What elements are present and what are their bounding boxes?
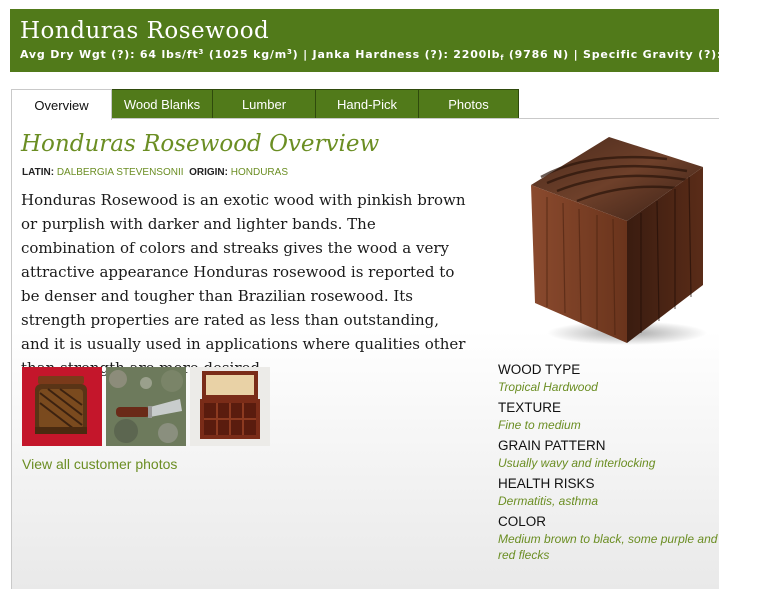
overview-panel	[11, 118, 719, 589]
customer-photo-jar[interactable]	[22, 367, 102, 446]
property-value: Tropical Hardwood	[498, 380, 598, 394]
property-texture	[498, 399, 718, 433]
wood-specs	[20, 48, 757, 62]
property-key: COLOR	[498, 514, 547, 529]
tab-overview[interactable]: Overview	[11, 89, 112, 120]
customer-photo-knife[interactable]	[106, 367, 186, 446]
avg-dry-weight-metric: (1025 kg/m	[204, 48, 287, 61]
wood-cube-image	[517, 137, 717, 362]
tab-hand-pick[interactable]: Hand-Pick	[316, 89, 419, 119]
specific-gravity-label[interactable]: Specific Gravity (?):	[583, 48, 727, 61]
property-key: GRAIN PATTERN	[498, 438, 606, 453]
wood-title: Honduras Rosewood	[20, 18, 270, 44]
spec-separator: |	[568, 48, 584, 61]
property-value: Fine to medium	[498, 418, 581, 432]
view-all-photos-link[interactable]: View all customer photos	[22, 456, 178, 472]
janka-value: 2200lb	[453, 48, 501, 61]
avg-dry-weight-value: 64 lbs/ft	[139, 48, 199, 61]
property-value: Medium brown to black, some purple and red flecks	[498, 532, 718, 562]
tab-lumber[interactable]: Lumber	[213, 89, 316, 119]
overview-heading: Honduras Rosewood Overview	[21, 131, 380, 157]
latin-value: DALBERGIA STEVENSONII	[56, 167, 184, 178]
origin-value: HONDURAS	[230, 167, 288, 178]
janka-label[interactable]: Janka Hardness (?):	[312, 48, 454, 61]
latin-origin-line	[22, 167, 288, 178]
tab-bar	[11, 89, 519, 119]
spec-separator: |	[298, 48, 313, 61]
property-key: WOOD TYPE	[498, 362, 581, 377]
property-wood-type	[498, 361, 718, 395]
property-value: Dermatitis, asthma	[498, 494, 599, 508]
wood-properties	[498, 361, 718, 567]
property-key: HEALTH RISKS	[498, 476, 595, 491]
property-grain-pattern	[498, 437, 718, 471]
janka-metric: (9786 N)	[504, 48, 569, 61]
janka-subscript: f	[500, 54, 505, 62]
origin-label: ORIGIN:	[189, 167, 228, 178]
property-key: TEXTURE	[498, 400, 562, 415]
avg-dry-weight-label[interactable]: Avg Dry Wgt (?):	[20, 48, 140, 61]
wood-description: Honduras Rosewood is an exotic wood with pinkish brown or purplish with darker and lighter bands. The combination of colors and streaks gives the wood a very attractive appearance Honduras rosewood is reported to be denser and tougher than Brazilian rosewood. Its strength properties are rated as less than outstanding, and it is usually used in applications where qualities other	[21, 191, 466, 353]
cubic-exponent: 3	[198, 48, 205, 56]
tab-wood-blanks[interactable]: Wood Blanks	[112, 89, 213, 119]
cubic-exponent-metric: 3	[286, 48, 293, 56]
specific-gravity-value: 0.96	[726, 48, 757, 61]
property-value: Usually wavy and interlocking	[498, 456, 656, 470]
wood-header	[10, 9, 757, 72]
customer-photo-box[interactable]	[190, 367, 270, 446]
latin-label: LATIN:	[22, 167, 55, 178]
avg-dry-weight-metric-close: )	[292, 48, 299, 61]
customer-photo-strip	[22, 367, 270, 446]
tab-photos[interactable]: Photos	[419, 89, 519, 119]
property-color	[498, 513, 718, 563]
property-health-risks	[498, 475, 718, 509]
